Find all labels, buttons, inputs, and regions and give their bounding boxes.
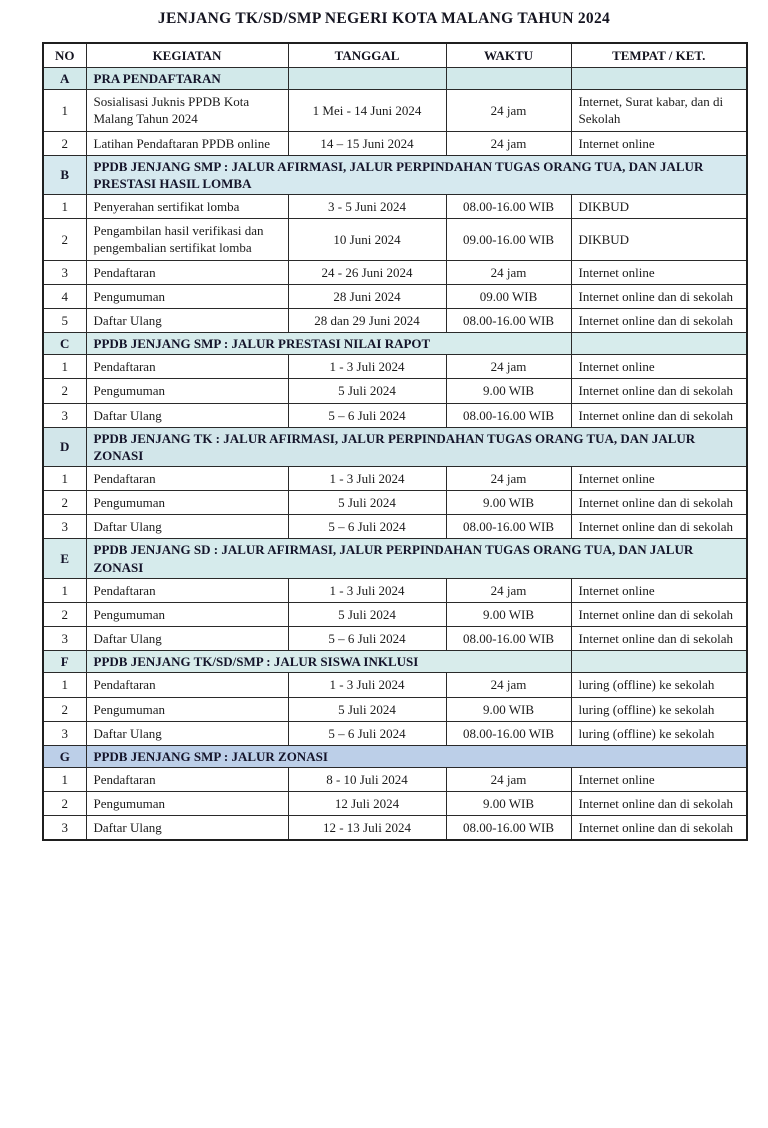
- cell-waktu: 09.00 WIB: [446, 284, 571, 308]
- section-row-g: [43, 745, 747, 767]
- table-row-e2: [43, 602, 747, 626]
- cell-tempat: Internet, Surat kabar, dan di Sekolah: [571, 90, 747, 131]
- cell-tanggal: 28 dan 29 Juni 2024: [288, 308, 446, 332]
- cell-tanggal: 5 Juli 2024: [288, 602, 446, 626]
- table-row-g3: [43, 816, 747, 841]
- cell-no: 2: [43, 379, 86, 403]
- cell-tempat: Internet online: [571, 578, 747, 602]
- cell-no: 3: [43, 627, 86, 651]
- cell-waktu: 08.00-16.00 WIB: [446, 403, 571, 427]
- cell-waktu: 24 jam: [446, 131, 571, 155]
- cell-tanggal: 28 Juni 2024: [288, 284, 446, 308]
- column-header-no: NO: [43, 43, 86, 68]
- table-row-e1: [43, 578, 747, 602]
- section-empty-cell: [571, 651, 747, 673]
- cell-waktu: 24 jam: [446, 90, 571, 131]
- cell-tanggal: 5 Juli 2024: [288, 379, 446, 403]
- section-empty-cell: [288, 68, 446, 90]
- section-row-d: [43, 427, 747, 466]
- cell-no: 2: [43, 219, 86, 260]
- cell-tanggal: 1 - 3 Juli 2024: [288, 466, 446, 490]
- cell-waktu: 9.00 WIB: [446, 602, 571, 626]
- cell-kegiatan: Pendaftaran: [86, 578, 288, 602]
- cell-waktu: 9.00 WIB: [446, 379, 571, 403]
- section-row-f: [43, 651, 747, 673]
- cell-tempat: Internet online dan di sekolah: [571, 816, 747, 841]
- cell-kegiatan: Daftar Ulang: [86, 627, 288, 651]
- section-title: PRA PENDAFTARAN: [86, 68, 288, 90]
- cell-tanggal: 5 – 6 Juli 2024: [288, 515, 446, 539]
- cell-tempat: DIKBUD: [571, 195, 747, 219]
- cell-no: 4: [43, 284, 86, 308]
- cell-tempat: Internet online dan di sekolah: [571, 515, 747, 539]
- cell-no: 3: [43, 721, 86, 745]
- cell-kegiatan: Pengumuman: [86, 491, 288, 515]
- section-letter: G: [43, 745, 86, 767]
- section-letter: A: [43, 68, 86, 90]
- cell-no: 1: [43, 466, 86, 490]
- table-row-b2: [43, 219, 747, 260]
- section-row-e: [43, 539, 747, 578]
- cell-waktu: 24 jam: [446, 673, 571, 697]
- cell-tempat: Internet online: [571, 260, 747, 284]
- cell-kegiatan: Pendaftaran: [86, 466, 288, 490]
- table-row-f2: [43, 697, 747, 721]
- cell-tempat: Internet online dan di sekolah: [571, 627, 747, 651]
- cell-no: 2: [43, 697, 86, 721]
- section-row-c: [43, 333, 747, 355]
- cell-kegiatan: Pengumuman: [86, 602, 288, 626]
- cell-no: 2: [43, 602, 86, 626]
- cell-tempat: Internet online dan di sekolah: [571, 379, 747, 403]
- cell-kegiatan: Pendaftaran: [86, 260, 288, 284]
- cell-tanggal: 1 - 3 Juli 2024: [288, 673, 446, 697]
- cell-tempat: luring (offline) ke sekolah: [571, 673, 747, 697]
- cell-kegiatan: Latihan Pendaftaran PPDB online: [86, 131, 288, 155]
- cell-no: 3: [43, 515, 86, 539]
- table-row-a1: [43, 90, 747, 131]
- cell-tempat: Internet online dan di sekolah: [571, 602, 747, 626]
- cell-kegiatan: Daftar Ulang: [86, 515, 288, 539]
- cell-kegiatan: Pengumuman: [86, 697, 288, 721]
- cell-kegiatan: Daftar Ulang: [86, 721, 288, 745]
- cell-waktu: 24 jam: [446, 768, 571, 792]
- cell-tanggal: 5 Juli 2024: [288, 697, 446, 721]
- table-row-b3: [43, 260, 747, 284]
- cell-tempat: DIKBUD: [571, 219, 747, 260]
- cell-tanggal: 1 Mei - 14 Juni 2024: [288, 90, 446, 131]
- section-title: PPDB JENJANG SMP : JALUR ZONASI: [86, 745, 747, 767]
- cell-tanggal: 5 – 6 Juli 2024: [288, 627, 446, 651]
- table-row-d1: [43, 466, 747, 490]
- cell-kegiatan: Pendaftaran: [86, 673, 288, 697]
- cell-no: 1: [43, 90, 86, 131]
- section-title: PPDB JENJANG SMP : JALUR AFIRMASI, JALUR PERPINDAHAN TUGAS ORANG TUA, DAN JALUR PRESTASI HASIL LOMBA: [86, 155, 747, 194]
- section-empty-cell: [571, 333, 747, 355]
- cell-tempat: Internet online dan di sekolah: [571, 308, 747, 332]
- cell-waktu: 24 jam: [446, 466, 571, 490]
- cell-tempat: Internet online dan di sekolah: [571, 491, 747, 515]
- table-body: [43, 68, 747, 841]
- section-letter: F: [43, 651, 86, 673]
- cell-tanggal: 8 - 10 Juli 2024: [288, 768, 446, 792]
- table-row-c3: [43, 403, 747, 427]
- cell-tanggal: 1 - 3 Juli 2024: [288, 578, 446, 602]
- cell-kegiatan: Daftar Ulang: [86, 308, 288, 332]
- cell-kegiatan: Daftar Ulang: [86, 816, 288, 841]
- section-title: PPDB JENJANG SMP : JALUR PRESTASI NILAI RAPOT: [86, 333, 571, 355]
- schedule-table: [42, 42, 748, 841]
- column-header-tempat-ket: TEMPAT / KET.: [571, 43, 747, 68]
- section-row-a: [43, 68, 747, 90]
- header-row: [43, 43, 747, 68]
- table-row-f3: [43, 721, 747, 745]
- cell-waktu: 24 jam: [446, 355, 571, 379]
- cell-tanggal: 5 – 6 Juli 2024: [288, 403, 446, 427]
- cell-kegiatan: Sosialisasi Juknis PPDB Kota Malang Tahun 2024: [86, 90, 288, 131]
- cell-no: 5: [43, 308, 86, 332]
- cell-waktu: 9.00 WIB: [446, 491, 571, 515]
- cell-tanggal: 24 - 26 Juni 2024: [288, 260, 446, 284]
- cell-waktu: 09.00-16.00 WIB: [446, 219, 571, 260]
- cell-tempat: Internet online: [571, 768, 747, 792]
- cell-no: 3: [43, 816, 86, 841]
- cell-tanggal: 12 - 13 Juli 2024: [288, 816, 446, 841]
- table-row-d3: [43, 515, 747, 539]
- cell-kegiatan: Pengumuman: [86, 379, 288, 403]
- cell-waktu: 9.00 WIB: [446, 792, 571, 816]
- table-row-e3: [43, 627, 747, 651]
- table-row-b1: [43, 195, 747, 219]
- section-empty-cell: [446, 68, 571, 90]
- page-title: JENJANG TK/SD/SMP NEGERI KOTA MALANG TAHUN 2024: [157, 10, 611, 27]
- section-row-b: [43, 155, 747, 194]
- cell-waktu: 24 jam: [446, 578, 571, 602]
- cell-no: 3: [43, 403, 86, 427]
- table-row-c1: [43, 355, 747, 379]
- table-row-c2: [43, 379, 747, 403]
- table-row-b4: [43, 284, 747, 308]
- cell-no: 2: [43, 491, 86, 515]
- cell-no: 1: [43, 768, 86, 792]
- cell-tanggal: 14 – 15 Juni 2024: [288, 131, 446, 155]
- section-title: PPDB JENJANG SD : JALUR AFIRMASI, JALUR PERPINDAHAN TUGAS ORANG TUA, DAN JALUR ZONASI: [86, 539, 747, 578]
- column-header-kegiatan: KEGIATAN: [86, 43, 288, 68]
- cell-waktu: 24 jam: [446, 260, 571, 284]
- cell-tanggal: 12 Juli 2024: [288, 792, 446, 816]
- cell-tempat: Internet online dan di sekolah: [571, 403, 747, 427]
- cell-no: 1: [43, 355, 86, 379]
- cell-tempat: Internet online: [571, 355, 747, 379]
- column-header-waktu: WAKTU: [446, 43, 571, 68]
- cell-kegiatan: Pengumuman: [86, 792, 288, 816]
- cell-no: 1: [43, 195, 86, 219]
- cell-no: 2: [43, 131, 86, 155]
- table-row-f1: [43, 673, 747, 697]
- cell-tempat: Internet online dan di sekolah: [571, 284, 747, 308]
- cell-tanggal: 3 - 5 Juni 2024: [288, 195, 446, 219]
- cell-no: 3: [43, 260, 86, 284]
- table-row-d2: [43, 491, 747, 515]
- cell-kegiatan: Penyerahan sertifikat lomba: [86, 195, 288, 219]
- section-letter: C: [43, 333, 86, 355]
- cell-tanggal: 10 Juni 2024: [288, 219, 446, 260]
- table-row-g2: [43, 792, 747, 816]
- section-letter: D: [43, 427, 86, 466]
- cell-tempat: Internet online: [571, 466, 747, 490]
- cell-waktu: 08.00-16.00 WIB: [446, 627, 571, 651]
- cell-tempat: luring (offline) ke sekolah: [571, 721, 747, 745]
- cell-kegiatan: Daftar Ulang: [86, 403, 288, 427]
- cell-waktu: 9.00 WIB: [446, 697, 571, 721]
- cell-waktu: 08.00-16.00 WIB: [446, 195, 571, 219]
- cell-tempat: Internet online dan di sekolah: [571, 792, 747, 816]
- cell-no: 1: [43, 578, 86, 602]
- table-row-b5: [43, 308, 747, 332]
- cell-tempat: Internet online: [571, 131, 747, 155]
- cell-kegiatan: Pengumuman: [86, 284, 288, 308]
- section-letter: E: [43, 539, 86, 578]
- table-header: [43, 43, 747, 68]
- section-letter: B: [43, 155, 86, 194]
- cell-kegiatan: Pendaftaran: [86, 768, 288, 792]
- table-row-g1: [43, 768, 747, 792]
- cell-waktu: 08.00-16.00 WIB: [446, 721, 571, 745]
- cell-waktu: 08.00-16.00 WIB: [446, 308, 571, 332]
- section-title: PPDB JENJANG TK/SD/SMP : JALUR SISWA INKLUSI: [86, 651, 571, 673]
- cell-tanggal: 5 Juli 2024: [288, 491, 446, 515]
- cell-tempat: luring (offline) ke sekolah: [571, 697, 747, 721]
- table-row-a2: [43, 131, 747, 155]
- cell-kegiatan: Pendaftaran: [86, 355, 288, 379]
- section-empty-cell: [571, 68, 747, 90]
- column-header-tanggal: TANGGAL: [288, 43, 446, 68]
- cell-waktu: 08.00-16.00 WIB: [446, 515, 571, 539]
- cell-waktu: 08.00-16.00 WIB: [446, 816, 571, 841]
- cell-kegiatan: Pengambilan hasil verifikasi dan pengembalian sertifikat lomba: [86, 219, 288, 260]
- cell-no: 2: [43, 792, 86, 816]
- cell-tanggal: 5 – 6 Juli 2024: [288, 721, 446, 745]
- cell-tanggal: 1 - 3 Juli 2024: [288, 355, 446, 379]
- cell-no: 1: [43, 673, 86, 697]
- section-title: PPDB JENJANG TK : JALUR AFIRMASI, JALUR PERPINDAHAN TUGAS ORANG TUA, DAN JALUR ZONASI: [86, 427, 747, 466]
